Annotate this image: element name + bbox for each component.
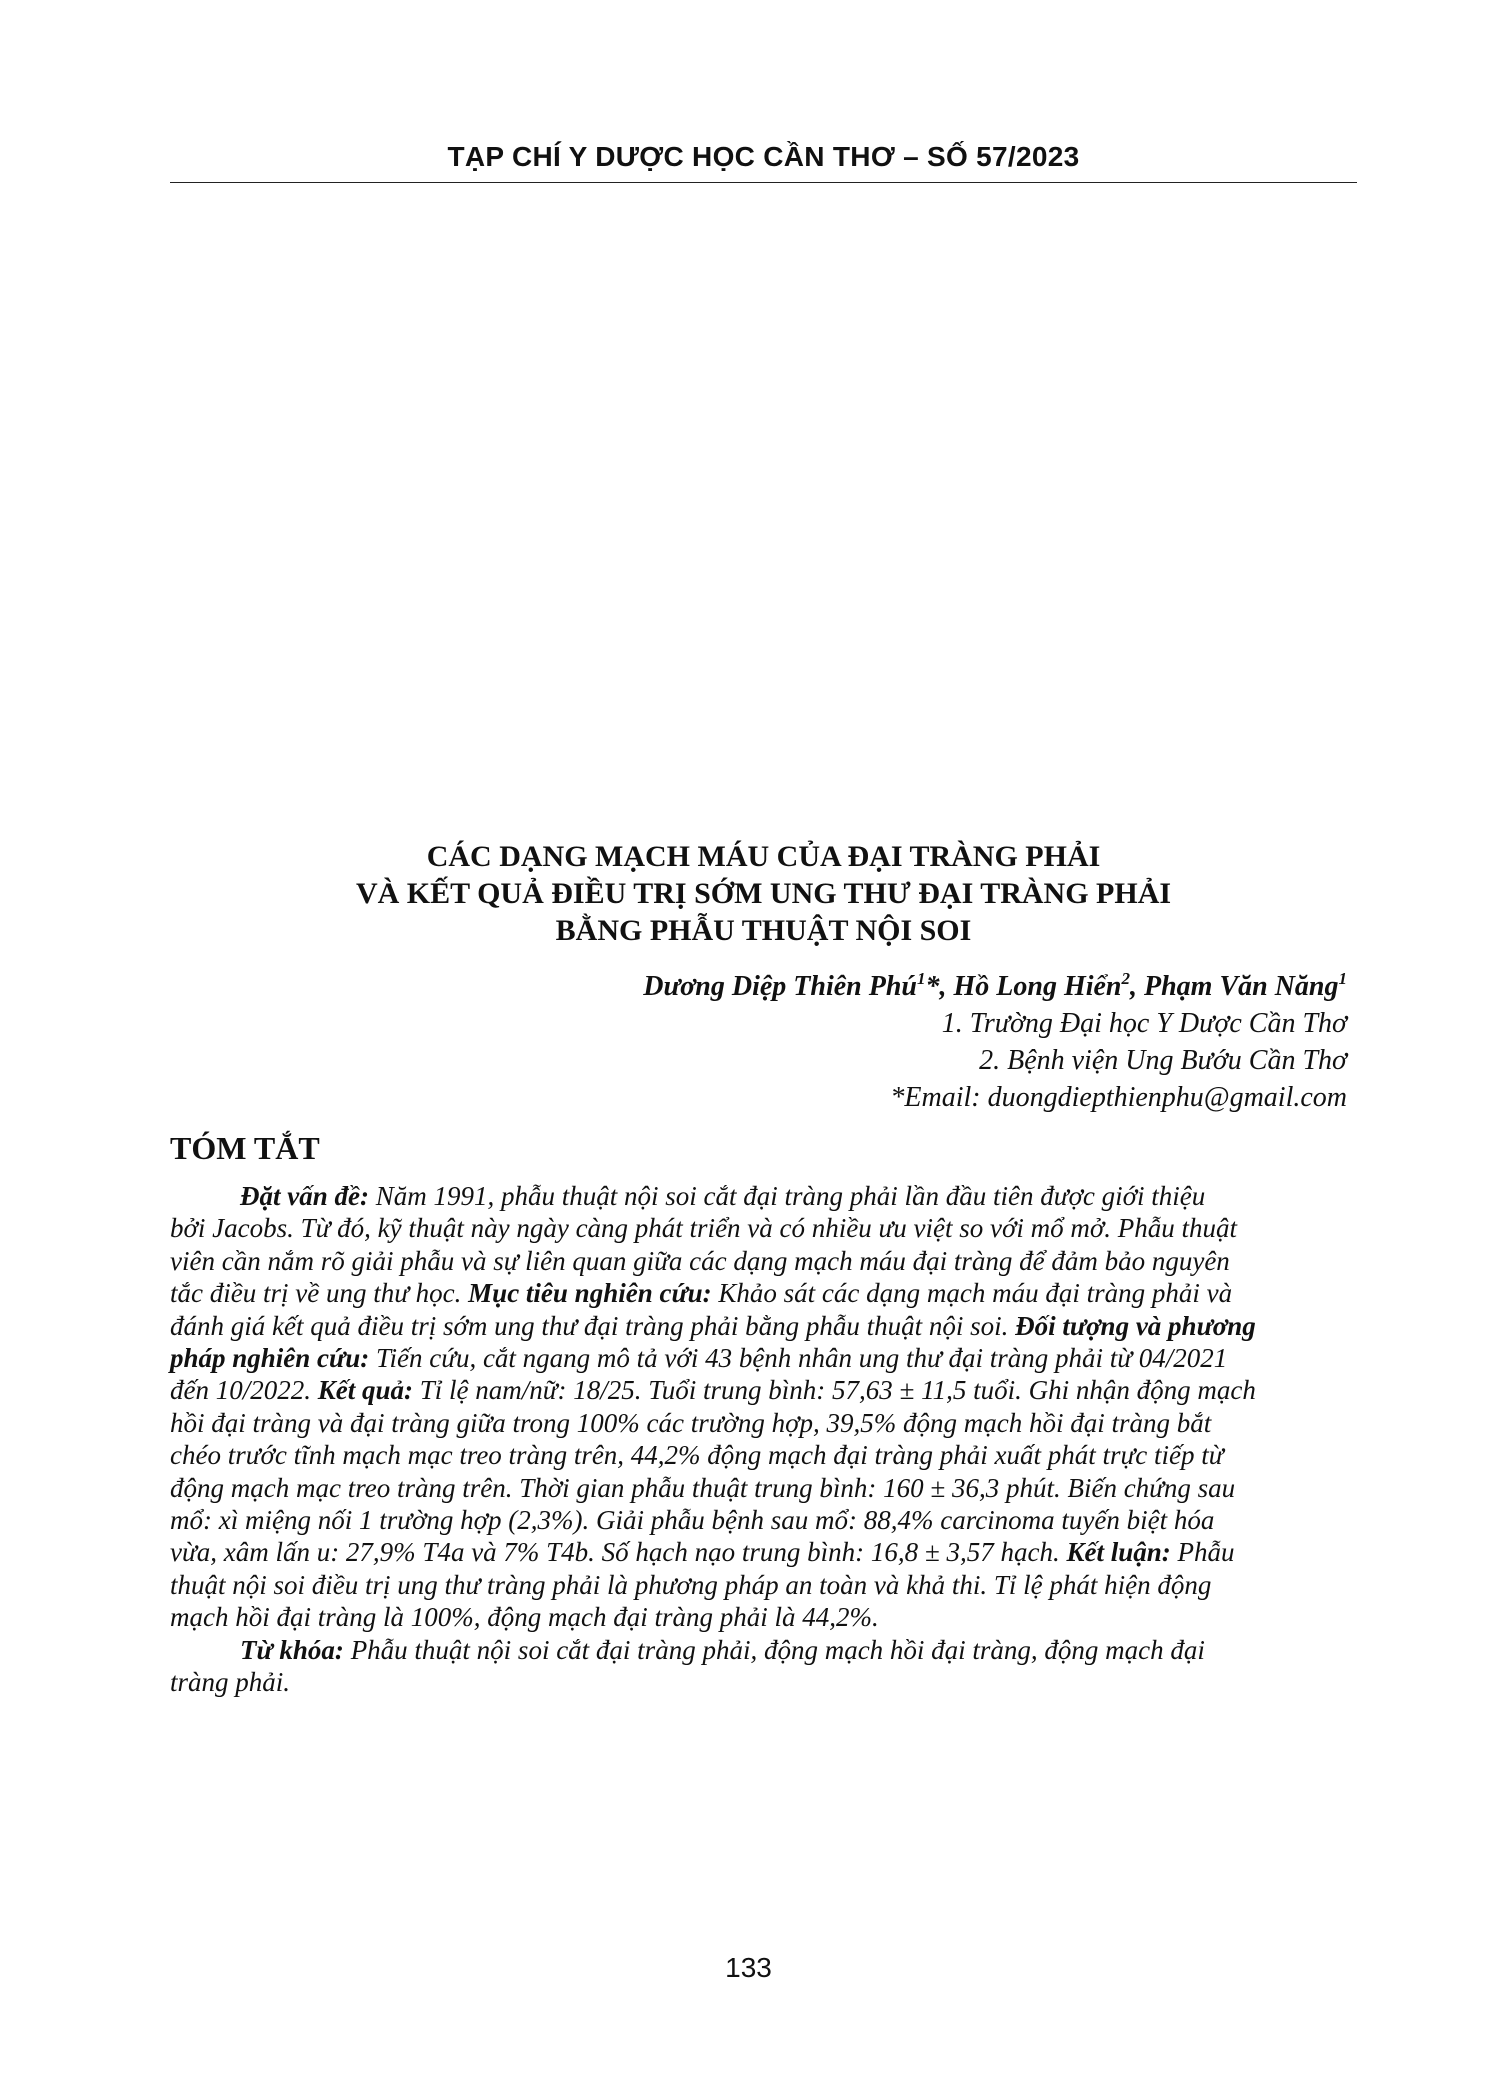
- title-line-1: CÁC DẠNG MẠCH MÁU CỦA ĐẠI TRÀNG PHẢI: [426, 840, 1101, 873]
- label-keywords: Từ khóa:: [240, 1634, 344, 1665]
- title-line-3: BẰNG PHẪU THUẬT NỘI SOI: [555, 914, 972, 947]
- abstract-text: Khảo sát các dạng mạch máu đại tràng phải và: [711, 1278, 1233, 1309]
- abstract-text: Phẫu thuật nội soi cắt đại tràng phải, động mạch hồi đại tràng, động mạch đại: [343, 1634, 1205, 1665]
- affiliation-mark: 2: [1121, 969, 1130, 988]
- author-list: [643, 968, 1347, 1005]
- affiliation-1: 1. Trường Đại học Y Dược Cần Thơ: [941, 1008, 1347, 1039]
- abstract-line: chéo trước tĩnh mạch mạc treo tràng trên, 44,2% động mạch đại tràng phải xuất phát trực tiếp từ: [170, 1440, 1224, 1471]
- author-block: [643, 968, 1347, 1116]
- abstract-text: Phẫu: [1170, 1537, 1235, 1568]
- author-name: Hồ Long Hiển: [953, 971, 1122, 1002]
- affiliation-list: [643, 1005, 1347, 1116]
- journal-header: TẠP CHÍ Y DƯỢC HỌC CẦN THƠ – SỐ 57/2023: [447, 141, 1080, 172]
- abstract-text: tắc điều trị về ung thư học.: [170, 1278, 469, 1309]
- article-title: [170, 838, 1357, 949]
- abstract-line: viên cần nắm rõ giải phẫu và sự liên quan giữa các dạng mạch máu đại tràng để đảm bảo nguyên: [170, 1245, 1230, 1276]
- title-line-2: VÀ KẾT QUẢ ĐIỀU TRỊ SỚM UNG THƯ ĐẠI TRÀNG PHẢI: [355, 877, 1172, 910]
- abstract-text: vừa, xâm lấn u: 27,9% T4a và 7% T4b. Số hạch nạo trung bình: 16,8 ± 3,57 hạch.: [170, 1537, 1067, 1568]
- abstract-text: đánh giá kết quả điều trị sớm ung thư đại tràng phải bằng phẫu thuật nội soi.: [170, 1310, 1016, 1341]
- label-methods: Đối tượng và phương: [1015, 1310, 1256, 1341]
- corresponding-email: *Email: duongdiepthienphu@gmail.com: [890, 1082, 1347, 1113]
- affiliation-2: 2. Bệnh viện Ung Bướu Cần Thơ: [979, 1045, 1347, 1076]
- abstract-text: Tiến cứu, cắt ngang mô tả với 43 bệnh nhân ung thư đại tràng phải từ 04/2021: [369, 1343, 1228, 1374]
- author-separator: ,: [1130, 971, 1144, 1002]
- author-name: Dương Diệp Thiên Phú: [643, 971, 917, 1002]
- abstract-text: Năm 1991, phẫu thuật nội soi cắt đại tràng phải lần đầu tiên được giới thiệu: [368, 1181, 1206, 1211]
- label-objective: Mục tiêu nghiên cứu:: [468, 1278, 712, 1309]
- abstract-line: hồi đại tràng và đại tràng giữa trong 100% các trường hợp, 39,5% động mạch hồi đại tràng bắt: [170, 1407, 1212, 1438]
- abstract-line: [170, 1310, 1357, 1342]
- author-name: Phạm Văn Năng: [1144, 971, 1339, 1002]
- abstract-line: tràng phải.: [170, 1667, 291, 1698]
- abstract-line: động mạch mạc treo tràng trên. Thời gian phẫu thuật trung bình: 160 ± 36,3 phút. Biến chứng sau: [170, 1472, 1236, 1503]
- label-background: Đặt vấn đề:: [240, 1181, 369, 1211]
- abstract-line: [170, 1277, 1357, 1309]
- page-number: 133: [725, 1952, 772, 1983]
- header-divider: [170, 182, 1357, 183]
- abstract-text: Tỉ lệ nam/nữ: 18/25. Tuổi trung bình: 57,63 ± 11,5 tuổi. Ghi nhận động mạch: [413, 1375, 1256, 1406]
- abstract-body: [170, 1180, 1357, 1699]
- abstract-text: đến 10/2022.: [170, 1375, 318, 1406]
- label-results: Kết quả:: [317, 1375, 414, 1406]
- author-separator: *,: [925, 971, 954, 1002]
- abstract-line: [170, 1634, 1357, 1666]
- abstract-line: [170, 1536, 1357, 1568]
- label-conclusion: Kết luận:: [1066, 1537, 1171, 1568]
- abstract-line: thuật nội soi điều trị ung thư tràng phải là phương pháp an toàn và khả thi. Tỉ lệ phát hiện động: [170, 1569, 1212, 1600]
- abstract-line: [170, 1342, 1357, 1374]
- affiliation-mark: 1: [916, 969, 926, 988]
- section-title-abstract: TÓM TẮT: [170, 1130, 320, 1166]
- abstract-line: mổ: xì miệng nối 1 trường hợp (2,3%). Giải phẫu bệnh sau mổ: 88,4% carcinoma tuyến biệt hóa: [170, 1505, 1215, 1536]
- abstract-line: [170, 1374, 1357, 1406]
- affiliation-mark: 1: [1338, 969, 1347, 988]
- abstract-line: bởi Jacobs. Từ đó, kỹ thuật này ngày càng phát triển và có nhiều ưu việt so với mổ mở. Phẫu thuật: [170, 1213, 1238, 1244]
- abstract-line: [170, 1180, 1357, 1212]
- label-methods-cont: pháp nghiên cứu:: [170, 1343, 370, 1374]
- abstract-line: mạch hồi đại tràng là 100%, động mạch đại tràng phải là 44,2%.: [170, 1602, 879, 1633]
